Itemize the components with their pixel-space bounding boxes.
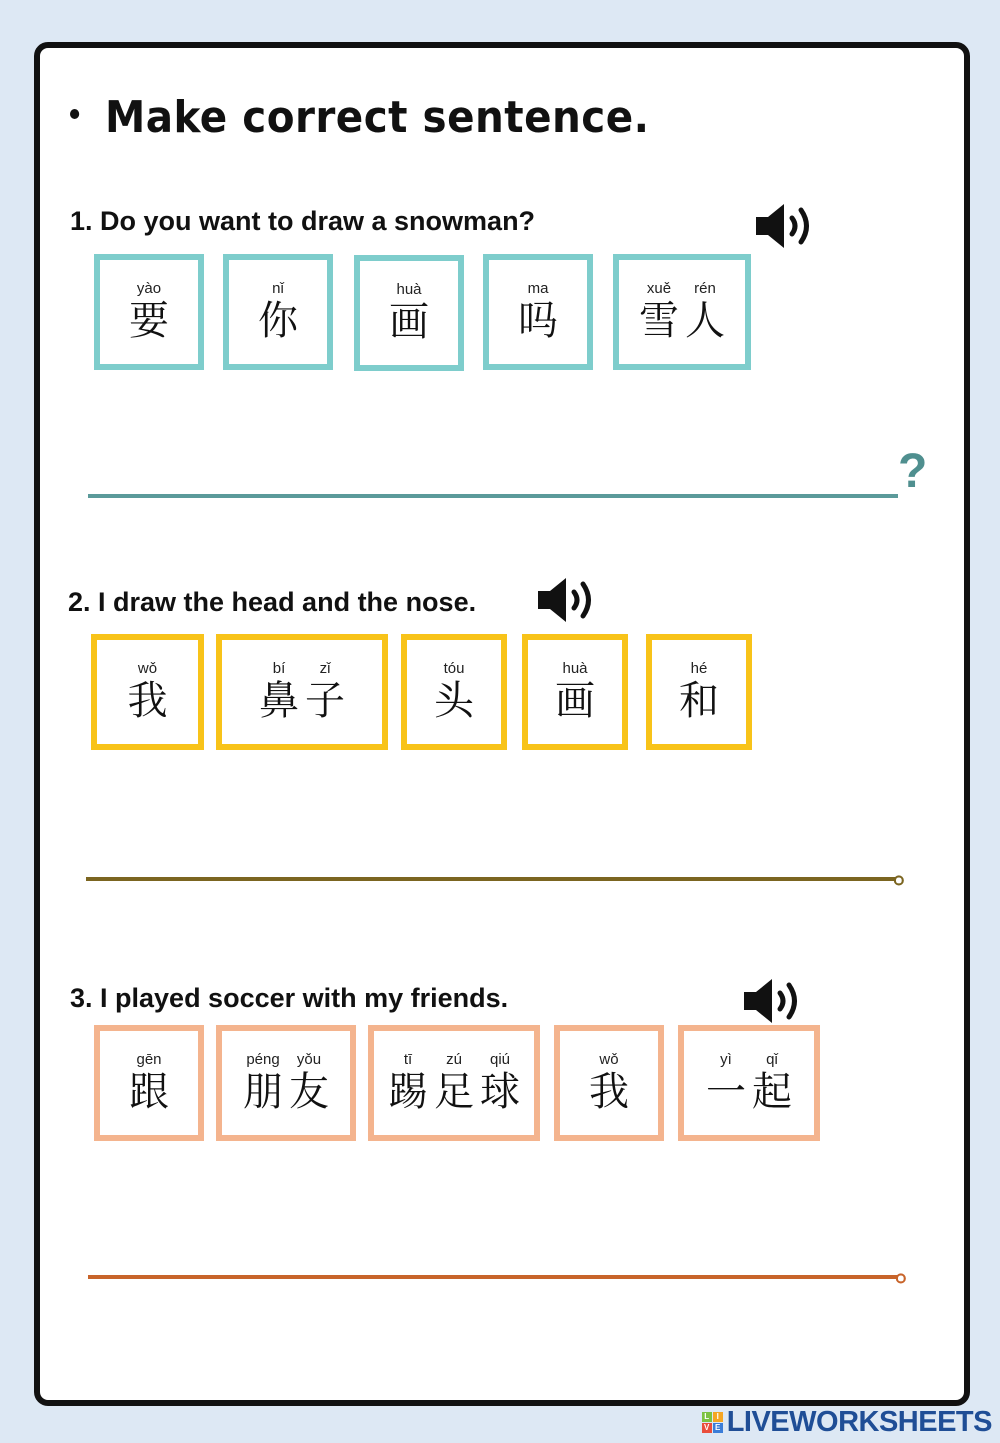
pinyin: rén bbox=[694, 280, 716, 297]
period-mark: 。 bbox=[893, 852, 926, 890]
pinyin: huà bbox=[562, 660, 588, 677]
word-tile[interactable] bbox=[223, 254, 333, 370]
pinyin: zú bbox=[446, 1051, 462, 1068]
pinyin: qiú bbox=[489, 1051, 511, 1068]
question-2-prompt: 2. I draw the head and the nose. bbox=[68, 587, 477, 617]
word-tile[interactable] bbox=[401, 634, 507, 750]
pinyin: tī bbox=[403, 1051, 413, 1068]
logo-text: LIVEWORKSHEETS bbox=[726, 1406, 992, 1438]
worksheet-title bbox=[70, 92, 650, 143]
hanzi: 人 bbox=[685, 298, 725, 344]
pinyin: zǐ bbox=[319, 660, 331, 677]
period-mark: 。 bbox=[895, 1250, 928, 1288]
hanzi: 画 bbox=[555, 678, 595, 724]
pinyin: gēn bbox=[136, 1051, 162, 1068]
word-tile[interactable] bbox=[483, 254, 593, 370]
speaker-icon[interactable] bbox=[534, 574, 600, 626]
word-tile[interactable] bbox=[554, 1025, 664, 1141]
pinyin: qǐ bbox=[766, 1051, 778, 1068]
liveworksheets-logo bbox=[702, 1406, 992, 1439]
hanzi: 起 bbox=[752, 1069, 792, 1115]
logo-letter: I bbox=[713, 1412, 723, 1422]
pinyin: huà bbox=[396, 281, 422, 298]
pinyin: wǒ bbox=[599, 1051, 619, 1068]
word-tile[interactable] bbox=[216, 634, 388, 750]
word-tile[interactable] bbox=[368, 1025, 540, 1141]
logo-letter: E bbox=[713, 1423, 723, 1433]
hanzi: 我 bbox=[127, 678, 168, 724]
pinyin: hé bbox=[690, 660, 708, 677]
hanzi: 鼻 bbox=[259, 678, 299, 724]
logo-letter: V bbox=[702, 1423, 712, 1433]
hanzi: 子 bbox=[305, 678, 345, 724]
logo-mark bbox=[702, 1412, 723, 1433]
hanzi: 朋 bbox=[243, 1069, 283, 1115]
speaker-icon[interactable] bbox=[752, 200, 818, 252]
hanzi: 要 bbox=[129, 298, 169, 344]
answer-line-2[interactable] bbox=[86, 877, 896, 881]
pinyin: ma bbox=[527, 280, 549, 297]
word-tile[interactable] bbox=[94, 1025, 204, 1141]
word-tile[interactable] bbox=[613, 254, 751, 370]
question-3-prompt: 3. I played soccer with my friends. bbox=[70, 983, 509, 1013]
hanzi: 球 bbox=[480, 1069, 520, 1115]
pinyin: yì bbox=[720, 1051, 732, 1068]
pinyin: bí bbox=[272, 660, 286, 677]
hanzi: 一 bbox=[706, 1069, 746, 1115]
word-tile[interactable] bbox=[646, 634, 752, 750]
word-tile[interactable] bbox=[91, 634, 204, 750]
word-tile[interactable] bbox=[94, 254, 204, 370]
word-tile[interactable] bbox=[216, 1025, 356, 1141]
pinyin: nǐ bbox=[272, 280, 284, 297]
pinyin: tóu bbox=[443, 660, 465, 677]
bullet bbox=[70, 109, 79, 119]
hanzi: 足 bbox=[434, 1069, 474, 1115]
word-tile[interactable] bbox=[522, 634, 628, 750]
answer-line-3[interactable] bbox=[88, 1275, 898, 1279]
pinyin: yǒu bbox=[296, 1051, 322, 1068]
answer-line-1[interactable] bbox=[88, 494, 898, 498]
word-tile[interactable] bbox=[354, 255, 464, 371]
pinyin: xuě bbox=[646, 280, 672, 297]
question-1-prompt: 1. Do you want to draw a snowman? bbox=[70, 206, 536, 236]
question-mark: ? bbox=[898, 445, 928, 498]
hanzi: 你 bbox=[258, 298, 298, 344]
hanzi: 雪 bbox=[639, 298, 679, 344]
title-text: Make correct sentence. bbox=[104, 92, 650, 143]
hanzi: 和 bbox=[679, 678, 719, 724]
hanzi: 吗 bbox=[518, 298, 558, 344]
hanzi: 头 bbox=[434, 678, 474, 724]
logo-letter: L bbox=[702, 1412, 712, 1422]
pinyin: péng bbox=[246, 1051, 280, 1068]
word-tile[interactable] bbox=[678, 1025, 820, 1141]
hanzi: 友 bbox=[289, 1069, 329, 1115]
hanzi: 跟 bbox=[129, 1069, 169, 1115]
speaker-icon[interactable] bbox=[740, 975, 806, 1027]
pinyin: yào bbox=[136, 280, 162, 297]
hanzi: 我 bbox=[589, 1069, 629, 1115]
hanzi: 画 bbox=[389, 299, 429, 345]
pinyin: wǒ bbox=[137, 660, 158, 677]
hanzi: 踢 bbox=[388, 1069, 428, 1115]
